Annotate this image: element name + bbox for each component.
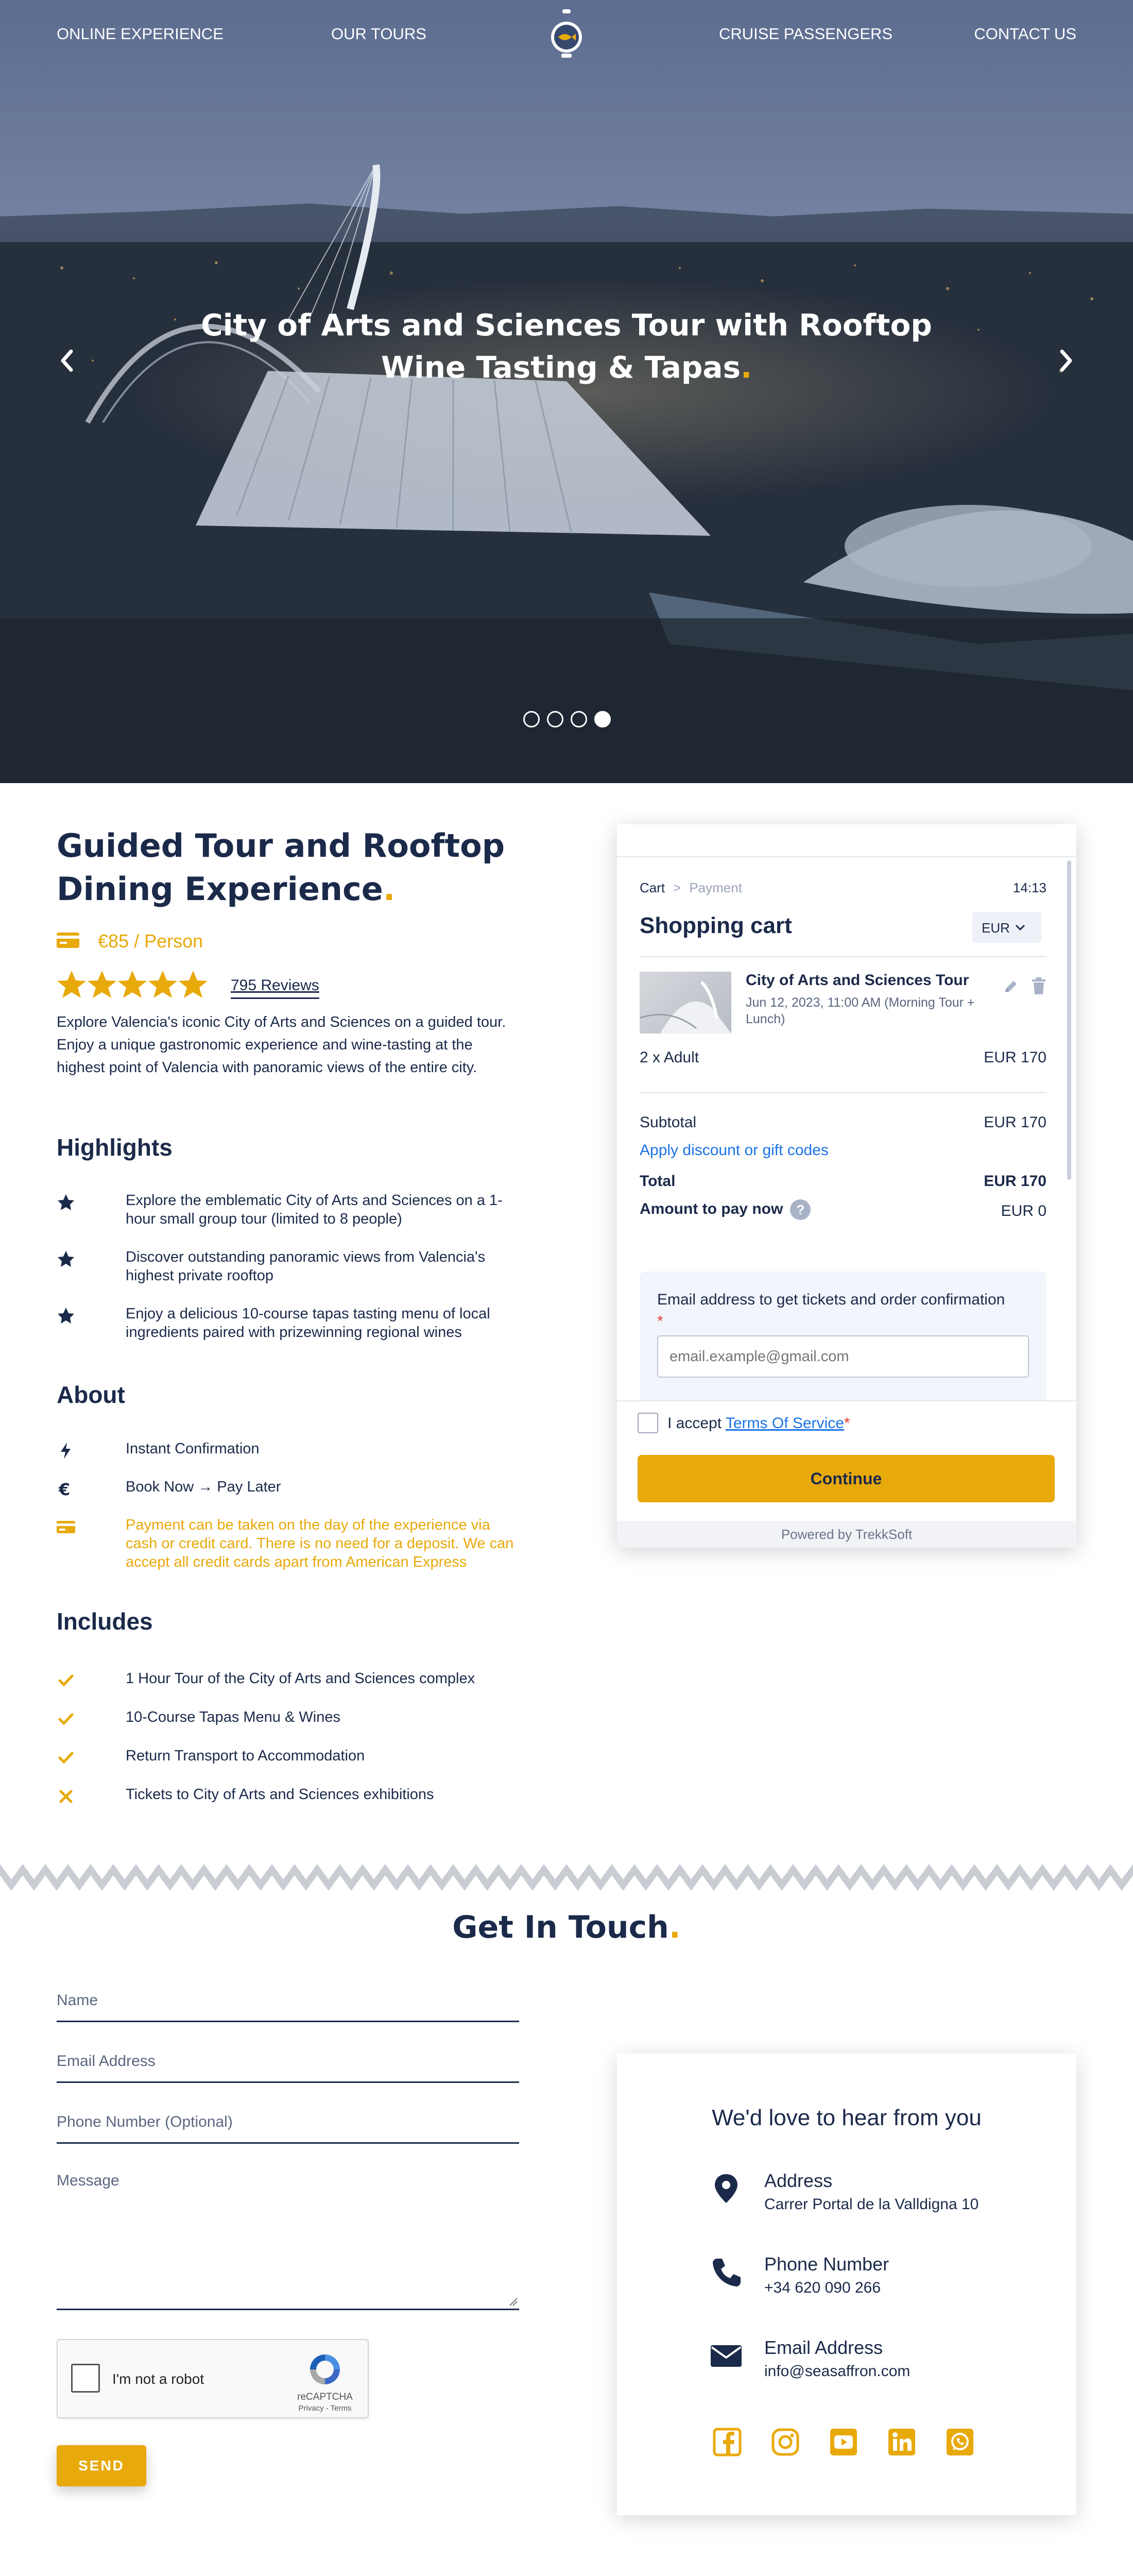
hero-title-accent: . bbox=[741, 350, 752, 385]
recaptcha-brand: reCAPTCHA bbox=[297, 2392, 353, 2402]
subtotal-row bbox=[640, 1114, 1046, 1131]
youtube-icon[interactable] bbox=[829, 2428, 858, 2456]
previous-slide-icon[interactable] bbox=[57, 345, 77, 376]
tour-title bbox=[57, 824, 520, 911]
slide-dot-2[interactable] bbox=[547, 711, 563, 727]
envelope-icon bbox=[710, 2339, 743, 2372]
total-value: EUR 170 bbox=[984, 1173, 1046, 1190]
address-title: Address bbox=[764, 2170, 833, 2191]
social-links bbox=[713, 2428, 1001, 2459]
name-input[interactable]: Name bbox=[57, 1992, 519, 2022]
pay-now-label: Amount to pay now bbox=[640, 1200, 783, 1217]
currency-select[interactable] bbox=[972, 912, 1041, 943]
phone-input[interactable]: Phone Number (Optional) bbox=[57, 2113, 519, 2144]
highlight-text: Enjoy a delicious 10-course tapas tasting menu of local ingredients paired with prizewinning regional wines bbox=[126, 1306, 490, 1341]
nav-online-experience[interactable]: ONLINE EXPERIENCE bbox=[57, 25, 224, 43]
map-pin-icon bbox=[710, 2172, 743, 2205]
about-heading: About bbox=[57, 1381, 125, 1408]
quantity-row bbox=[640, 1049, 1046, 1066]
check-icon bbox=[57, 1749, 75, 1767]
phone-title: Phone Number bbox=[764, 2253, 889, 2275]
contact-title-accent: . bbox=[668, 1909, 681, 1945]
highlights-heading: Highlights bbox=[57, 1134, 173, 1161]
session-timer: 14:13 bbox=[1012, 880, 1046, 895]
nav-contact-us[interactable]: CONTACT US bbox=[974, 25, 1076, 43]
zigzag-divider bbox=[0, 1860, 1133, 1891]
booking-widget bbox=[617, 824, 1076, 1547]
about-text: Book Now → Pay Later bbox=[126, 1479, 281, 1495]
cart-item-title: City of Arts and Sciences Tour bbox=[746, 972, 969, 989]
hero-banner bbox=[0, 0, 1133, 783]
lightning-icon bbox=[57, 1442, 75, 1460]
recaptcha-terms[interactable]: Privacy - Terms bbox=[298, 2404, 352, 2413]
tour-title-line1: Guided Tour and Rooftop bbox=[57, 827, 505, 865]
tour-thumbnail-image bbox=[640, 972, 731, 1033]
tour-thumbnail bbox=[640, 972, 731, 1033]
check-icon bbox=[57, 1671, 75, 1690]
total-row bbox=[640, 1173, 1046, 1190]
breadcrumb-payment: Payment bbox=[689, 880, 742, 895]
email-label bbox=[657, 1289, 1038, 1332]
fish-medallion-icon[interactable] bbox=[549, 9, 584, 61]
required-marker: * bbox=[844, 1415, 850, 1432]
slide-dot-4-active[interactable] bbox=[594, 711, 611, 727]
hero-title-line2: Wine Tasting & Tapas bbox=[381, 350, 741, 385]
email-title: Email Address bbox=[764, 2337, 883, 2358]
contact-title bbox=[0, 1909, 1133, 1945]
accept-prefix: I accept bbox=[667, 1415, 722, 1432]
info-heading: We'd love to hear from you bbox=[712, 2105, 982, 2130]
currency-value: EUR bbox=[982, 920, 1010, 936]
recaptcha-logo-icon bbox=[307, 2351, 343, 2387]
breadcrumb-cart[interactable]: Cart bbox=[640, 880, 665, 895]
widget-scrollbar[interactable] bbox=[1067, 860, 1071, 1180]
facebook-icon[interactable] bbox=[713, 2428, 742, 2456]
include-text: Tickets to City of Arts and Sciences exhibitions bbox=[126, 1786, 434, 1803]
message-placeholder: Message bbox=[57, 2172, 119, 2189]
recaptcha-widget bbox=[57, 2339, 369, 2418]
check-icon bbox=[57, 1710, 75, 1728]
email-address-input[interactable]: Email Address bbox=[57, 2053, 519, 2083]
email-input[interactable] bbox=[657, 1335, 1029, 1378]
reviews-link[interactable]: 795 Reviews bbox=[231, 977, 319, 999]
instagram-icon[interactable] bbox=[771, 2428, 800, 2456]
contact-title-text: Get In Touch bbox=[452, 1909, 669, 1945]
subtotal-label: Subtotal bbox=[640, 1114, 697, 1131]
send-button[interactable]: SEND bbox=[57, 2445, 146, 2486]
highlight-text: Explore the emblematic City of Arts and Sciences on a 1-hour small group tour (limited to 8 people) bbox=[126, 1192, 503, 1227]
breadcrumb bbox=[640, 880, 742, 896]
discount-link[interactable]: Apply discount or gift codes bbox=[640, 1142, 829, 1159]
pay-now-row bbox=[640, 1199, 1046, 1220]
include-text: Return Transport to Accommodation bbox=[126, 1748, 365, 1764]
nav-our-tours[interactable]: OUR TOURS bbox=[331, 25, 426, 43]
nav-cruise-passengers[interactable]: CRUISE PASSENGERS bbox=[719, 25, 893, 43]
pay-now-value: EUR 0 bbox=[1001, 1202, 1046, 1219]
divider bbox=[640, 1092, 1046, 1093]
cross-icon bbox=[57, 1787, 75, 1806]
tour-intro: Explore Valencia's iconic City of Arts and Sciences on a guided tour. Enjoy a unique gastronomic experience and wine-tasting at the highest point of Valencia with panoramic views of the entire city. bbox=[57, 1014, 506, 1076]
edit-pencil-icon[interactable] bbox=[1002, 978, 1020, 995]
hero-title-line1: City of Arts and Sciences Tour with Rooftop bbox=[201, 308, 932, 343]
powered-by: Powered by TrekkSoft bbox=[617, 1521, 1076, 1548]
credit-card-icon bbox=[57, 1518, 75, 1536]
chevron-down-icon bbox=[1015, 924, 1026, 931]
widget-topbar bbox=[617, 824, 1076, 857]
continue-button[interactable]: Continue bbox=[638, 1455, 1055, 1502]
slide-dot-3[interactable] bbox=[571, 711, 587, 727]
rating-row bbox=[57, 969, 417, 1005]
trash-icon[interactable] bbox=[1031, 977, 1046, 995]
cart-title: Shopping cart bbox=[640, 913, 792, 938]
required-marker: * bbox=[657, 1313, 663, 1330]
help-icon[interactable]: ? bbox=[790, 1199, 811, 1220]
phone-value[interactable]: +34 620 090 266 bbox=[764, 2279, 881, 2296]
phone-icon bbox=[710, 2256, 743, 2289]
about-text: Instant Confirmation bbox=[126, 1440, 260, 1457]
credit-card-icon bbox=[57, 933, 79, 948]
terms-checkbox[interactable] bbox=[638, 1413, 658, 1433]
hero-title bbox=[180, 304, 953, 388]
price-text: €85 / Person bbox=[98, 930, 203, 952]
message-textarea[interactable] bbox=[57, 2172, 519, 2310]
star-icon bbox=[57, 1193, 75, 1212]
email-label-text: Email address to get tickets and order confirmation bbox=[657, 1291, 1005, 1308]
slide-indicators bbox=[523, 711, 611, 728]
quantity-label: 2 x Adult bbox=[640, 1049, 699, 1066]
address-value: Carrer Portal de la Valldigna 10 bbox=[764, 2196, 979, 2213]
cart-item-date: Jun 12, 2023, 11:00 AM (Morning Tour + Lunch) bbox=[746, 995, 975, 1026]
tour-title-accent: . bbox=[383, 870, 396, 908]
slide-dot-1[interactable] bbox=[523, 711, 540, 727]
payment-note: Payment can be taken on the day of the experience via cash or credit card. There is no need for a deposit. We can accept all credit cards apart from American Express bbox=[126, 1517, 514, 1570]
hero-background-image bbox=[0, 0, 1133, 783]
include-text: 10-Course Tapas Menu & Wines bbox=[126, 1709, 340, 1725]
recaptcha-label: I'm not a robot bbox=[112, 2371, 204, 2387]
linkedin-icon[interactable] bbox=[887, 2428, 916, 2456]
terms-label bbox=[667, 1415, 850, 1432]
divider bbox=[640, 956, 1046, 957]
svg-text:€: € bbox=[59, 1480, 71, 1498]
recaptcha-checkbox[interactable] bbox=[71, 2364, 100, 2393]
next-slide-icon[interactable] bbox=[1056, 345, 1076, 376]
quantity-price: EUR 170 bbox=[984, 1049, 1046, 1066]
cart-footer bbox=[617, 1400, 1076, 1547]
terms-of-service-link[interactable]: Terms Of Service bbox=[725, 1415, 844, 1432]
includes-heading: Includes bbox=[57, 1608, 153, 1635]
total-label: Total bbox=[640, 1173, 676, 1190]
resize-handle-icon[interactable] bbox=[509, 2297, 518, 2307]
highlight-text: Discover outstanding panoramic views from Valencia's highest private rooftop bbox=[126, 1249, 486, 1284]
star-icon bbox=[57, 1307, 75, 1325]
subtotal-value: EUR 170 bbox=[984, 1114, 1046, 1131]
tour-title-line2: Dining Experience bbox=[57, 870, 383, 908]
contact-info-card bbox=[617, 2054, 1076, 2515]
star-icon bbox=[57, 1250, 75, 1268]
email-value[interactable]: info@seasaffron.com bbox=[764, 2363, 911, 2380]
five-star-rating-icon bbox=[57, 969, 211, 1003]
whatsapp-icon[interactable] bbox=[946, 2428, 974, 2456]
breadcrumb-separator: > bbox=[673, 880, 681, 895]
email-section bbox=[640, 1272, 1046, 1419]
euro-icon bbox=[57, 1480, 75, 1498]
include-text: 1 Hour Tour of the City of Arts and Sciences complex bbox=[126, 1670, 475, 1687]
